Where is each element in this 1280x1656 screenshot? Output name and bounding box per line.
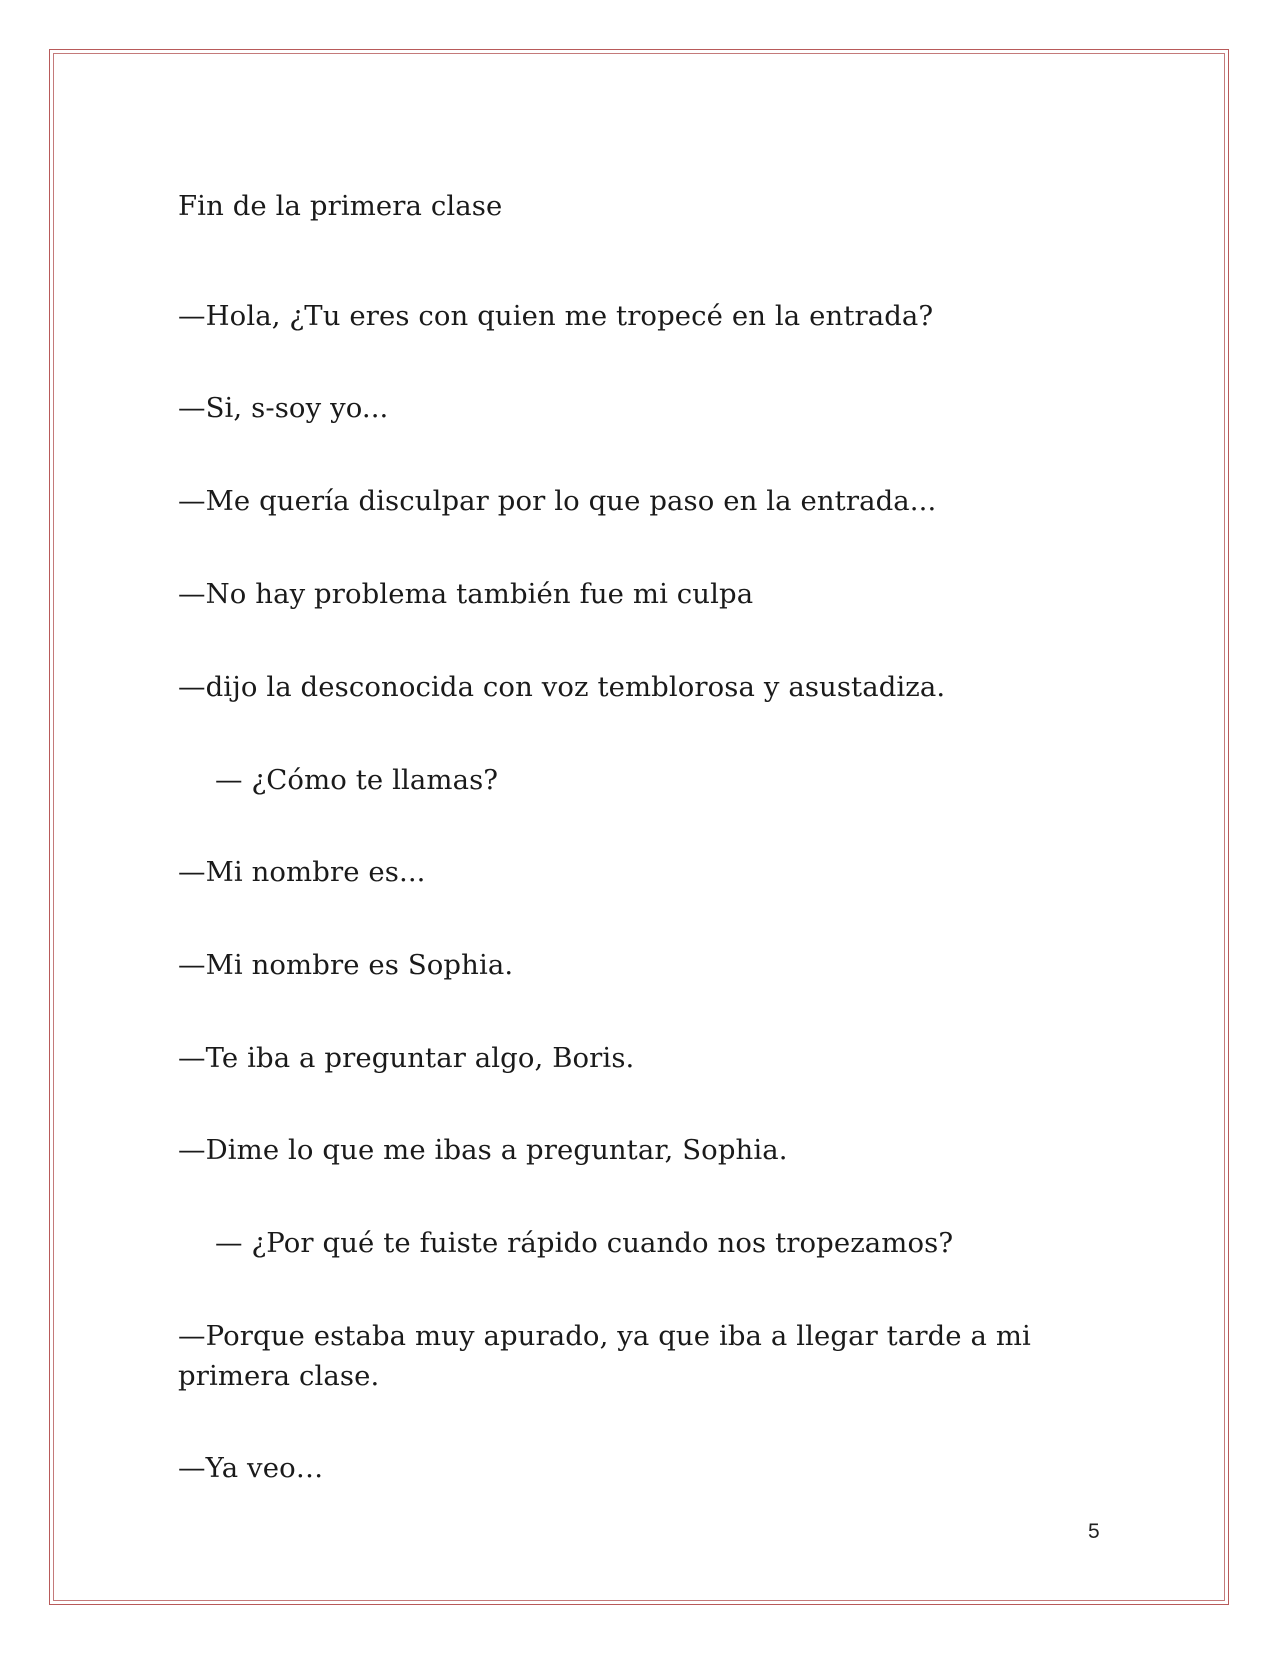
dialogue-line: —Me quería disculpar por lo que paso en la entrada... xyxy=(178,485,937,517)
dialogue-line: —Te iba a preguntar algo, Boris. xyxy=(178,1042,635,1074)
dialogue-line: —Porque estaba muy apurado, ya que iba a llegar tarde a mi primera clase. xyxy=(178,1320,1031,1392)
dialogue-line: — ¿Cómo te llamas? xyxy=(215,764,499,796)
narration-line: —dijo la desconocida con voz temblorosa y asustadiza. xyxy=(178,671,946,703)
dialogue-line: — ¿Por qué te fuiste rápido cuando nos tropezamos? xyxy=(215,1227,954,1259)
dialogue-line: —Si, s-soy yo... xyxy=(178,392,389,424)
dialogue-line: —Dime lo que me ibas a preguntar, Sophia. xyxy=(178,1134,788,1166)
dialogue-line: —Mi nombre es Sophia. xyxy=(178,949,514,981)
dialogue-line: —Ya veo… xyxy=(178,1452,324,1484)
dialogue-line: —No hay problema también fue mi culpa xyxy=(178,578,754,610)
chapter-heading: Fin de la primera clase xyxy=(178,190,503,222)
dialogue-line: —Mi nombre es... xyxy=(178,856,426,888)
dialogue-line: —Hola, ¿Tu eres con quien me tropecé en la entrada? xyxy=(178,300,934,332)
page-number: 5 xyxy=(1088,1520,1100,1543)
